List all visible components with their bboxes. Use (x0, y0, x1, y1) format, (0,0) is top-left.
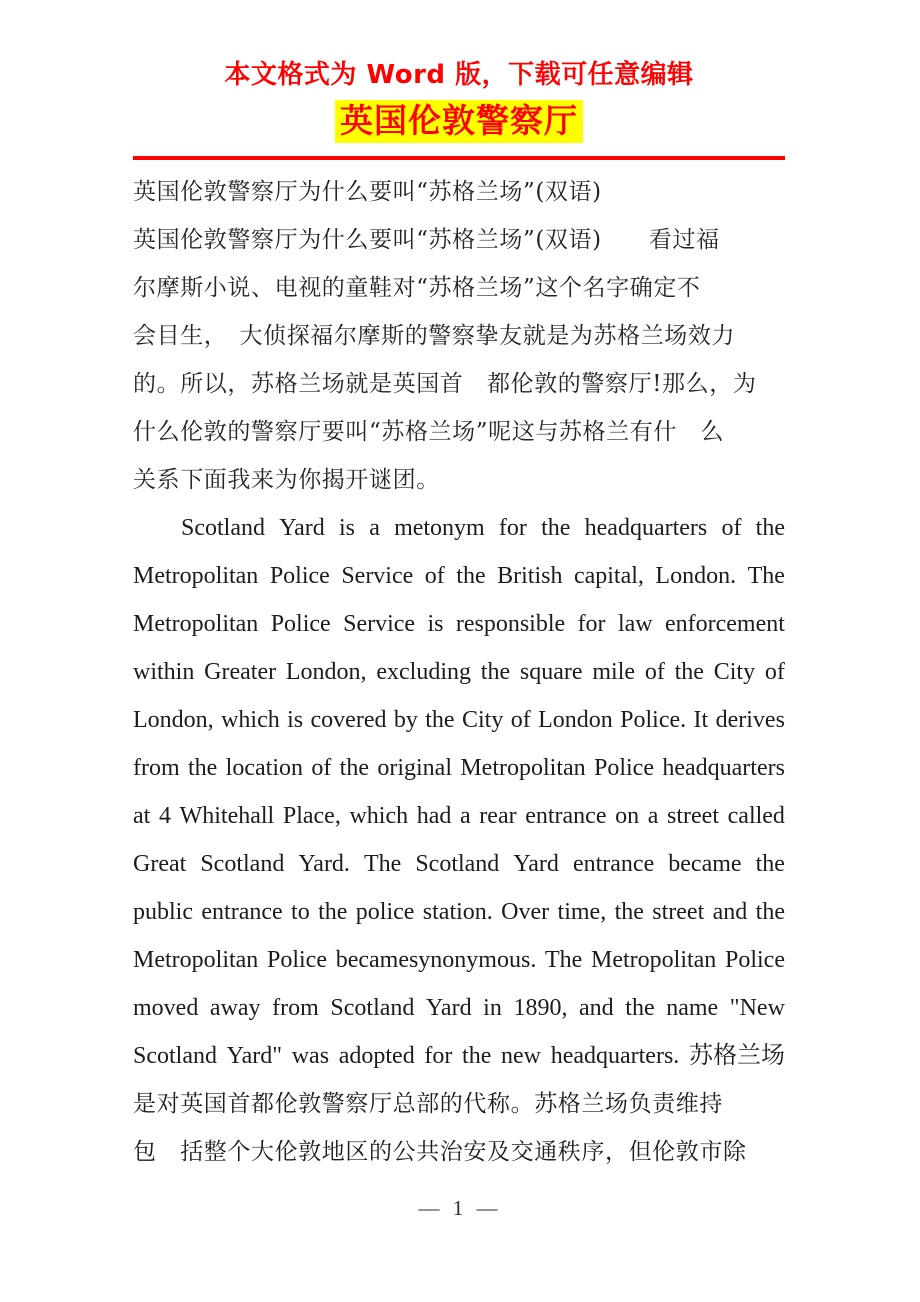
word: moved (133, 995, 199, 1021)
word: Place, (282, 803, 341, 829)
page-title: 英国伦敦警察厅 (335, 100, 583, 143)
word: from (272, 995, 319, 1021)
word: the (625, 995, 655, 1021)
word: which (349, 803, 409, 829)
cn-line: 英国伦敦警察厅为什么要叫“苏格兰场”(双语) (133, 179, 602, 205)
cn-line: 尔摩斯小说、电视的童鞋对“苏格兰场”这个名字确定不 (133, 275, 701, 301)
word: City (461, 707, 504, 733)
word: London, (133, 707, 214, 733)
word: 包 括整个大伦敦地区的公共治安及交通秩序，但伦敦市除 (133, 1139, 747, 1165)
word: 是对英国首都伦敦警察厅总部的代称。苏格兰场负责维持 (133, 1091, 723, 1117)
word-format-banner: 本文格式为 Word 版，下载可任意编辑 (224, 60, 694, 90)
word: public (133, 899, 193, 925)
word: of (424, 563, 445, 589)
word: of (644, 659, 665, 685)
word: the (425, 707, 455, 733)
word: the (541, 515, 571, 541)
word: and (579, 995, 614, 1021)
word: Scotland (200, 851, 285, 877)
word: covered (310, 707, 387, 733)
word: Service (341, 563, 414, 589)
en-line (133, 840, 785, 888)
word: had (416, 803, 452, 829)
word: the (674, 659, 704, 685)
word: by (393, 707, 418, 733)
cn-line: 英国伦敦警察厅为什么要叫“苏格兰场”(双语) 看过福 (133, 227, 720, 253)
word: Police. (620, 707, 687, 733)
word: mile (592, 659, 636, 685)
word: Yard (426, 995, 472, 1021)
word: a (369, 515, 380, 541)
word: derives (715, 707, 785, 733)
word: headquarters (584, 515, 708, 541)
word: Police (594, 755, 654, 781)
word: 4 (158, 803, 171, 829)
word: is (287, 707, 304, 733)
en-line (133, 936, 785, 984)
cn-line: 的。所以，苏格兰场就是英国首 都伦敦的警察厅!那么，为 (133, 371, 757, 397)
cn-tail-line (133, 1080, 785, 1128)
word: responsible (455, 611, 566, 637)
word: the (339, 755, 369, 781)
word: for (424, 1043, 453, 1069)
word: the (188, 755, 218, 781)
word: metonym (394, 515, 485, 541)
word: British (497, 563, 563, 589)
word: The (545, 947, 583, 973)
word: which (221, 707, 280, 733)
word: station. (422, 899, 493, 925)
word: the (614, 899, 644, 925)
word: entrance (572, 851, 655, 877)
word: on (615, 803, 640, 829)
word: called (727, 803, 785, 829)
word: at (133, 803, 151, 829)
word: Scotland (181, 515, 265, 541)
word: the (318, 899, 348, 925)
word: Metropolitan (133, 563, 259, 589)
word: the (755, 899, 785, 925)
page-footer: — 1 — (418, 1196, 502, 1220)
english-body-paragraph (133, 504, 785, 1176)
en-line (133, 648, 785, 696)
word: Metropolitan (133, 611, 259, 637)
word: Whitehall (179, 803, 275, 829)
word: Police (725, 947, 785, 973)
cn-tail-line (133, 1128, 785, 1176)
word: "New (729, 995, 785, 1021)
word: time, (557, 899, 607, 925)
word: of (764, 659, 785, 685)
word: Scotland (330, 995, 415, 1021)
word: original (377, 755, 452, 781)
en-line (133, 744, 785, 792)
cn-line: 会目生， 大侦探福尔摩斯的警察挚友就是为苏格兰场效力 (133, 323, 736, 349)
word: adopted (338, 1043, 415, 1069)
word: the (456, 563, 486, 589)
word: street (652, 899, 705, 925)
word: Great (133, 851, 187, 877)
word: Yard (513, 851, 559, 877)
en-line (133, 1032, 785, 1080)
word: London, (285, 659, 367, 685)
word: Police (269, 563, 330, 589)
word: was (291, 1043, 330, 1069)
word: new (501, 1043, 542, 1069)
en-line (133, 792, 785, 840)
word: the (755, 515, 785, 541)
word: London (538, 707, 613, 733)
word: the (462, 1043, 492, 1069)
word: street (667, 803, 720, 829)
word: of (510, 707, 531, 733)
chinese-intro-paragraph (133, 168, 785, 504)
word: rear (479, 803, 517, 829)
word: entrance (201, 899, 283, 925)
word: enforcement (664, 611, 785, 637)
word: 苏格兰场 (688, 1043, 785, 1069)
word: Scotland (415, 851, 500, 877)
word: for (577, 611, 606, 637)
word: a (647, 803, 659, 829)
word: for (498, 515, 527, 541)
cn-line: 什么伦敦的警察厅要叫“苏格兰场”呢这与苏格兰有什 么 (133, 419, 725, 445)
word: location (225, 755, 303, 781)
word: a (460, 803, 471, 829)
word: The (747, 563, 785, 589)
document-body (133, 168, 785, 1176)
word: headquarters (662, 755, 785, 781)
word: headquarters. (550, 1043, 680, 1069)
word: law (617, 611, 653, 637)
word: Yard. (298, 851, 350, 877)
word: away (209, 995, 261, 1021)
en-line (133, 696, 785, 744)
word: of (721, 515, 742, 541)
word: Metropolitan (460, 755, 586, 781)
word: police (355, 899, 415, 925)
document-title-row (133, 100, 785, 148)
word: The (363, 851, 402, 877)
word: Police (270, 611, 331, 637)
cn-line: 关系下面我来为你揭开谜团。 (133, 467, 440, 493)
en-line (133, 600, 785, 648)
word: square (519, 659, 583, 685)
word: Metropolitan (591, 947, 717, 973)
word: capital, (573, 563, 644, 589)
word: Greater (204, 659, 277, 685)
word: becamesynonymous. (335, 947, 537, 973)
word: Scotland (133, 1043, 217, 1069)
word: in (483, 995, 502, 1021)
word: Police (267, 947, 327, 973)
word: entrance (525, 803, 607, 829)
word: Metropolitan (133, 947, 259, 973)
en-line (133, 888, 785, 936)
word: the (755, 851, 785, 877)
word: is (338, 515, 355, 541)
word: excluding (376, 659, 471, 685)
word: Yard (279, 515, 325, 541)
word: City (713, 659, 756, 685)
word: of (311, 755, 332, 781)
document-header (133, 58, 785, 160)
word: 1890, (513, 995, 568, 1021)
word: It (693, 707, 709, 733)
word: is (427, 611, 444, 637)
en-line (133, 984, 785, 1032)
word: name (666, 995, 719, 1021)
word: and (712, 899, 748, 925)
title-divider-rule (133, 156, 785, 160)
en-line (133, 552, 785, 600)
word: to (291, 899, 310, 925)
word: Over (501, 899, 550, 925)
en-line (133, 504, 785, 552)
word: Service (343, 611, 416, 637)
word: London. (655, 563, 737, 589)
word: within (133, 659, 195, 685)
word: the (480, 659, 511, 685)
word: became (668, 851, 742, 877)
word: from (133, 755, 180, 781)
word: Yard" (226, 1043, 283, 1069)
